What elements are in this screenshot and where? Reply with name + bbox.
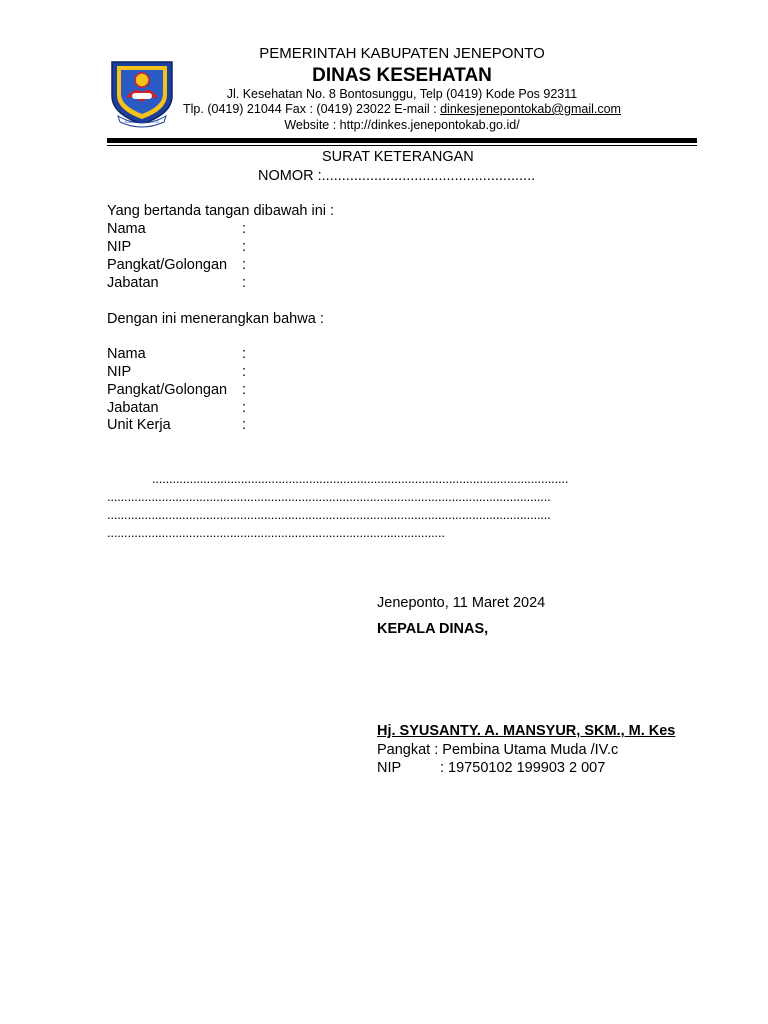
colon: : (242, 382, 247, 398)
colon: : (242, 275, 247, 291)
subject-name-label: Nama (107, 346, 146, 362)
place-date: Jeneponto, 11 Maret 2024 (377, 595, 546, 611)
colon: : (242, 364, 247, 380)
signer-position-label: Jabatan (107, 275, 159, 291)
contact-prefix: Tlp. (0419) 21044 Fax : (0419) 23022 E-mail : (183, 102, 441, 116)
colon: : (242, 257, 247, 273)
address-line: Jl. Kesehatan No. 8 Bontosunggu, Telp (0419) Kode Pos 92311 (226, 87, 578, 101)
colon: : (242, 400, 247, 416)
body-dots-line-3: .................................................................................................................................. (107, 507, 551, 522)
colon: : (242, 417, 247, 433)
signer-nip-label: NIP (107, 239, 132, 255)
letterhead-rule-thick (107, 138, 697, 143)
contact-line (132, 102, 672, 116)
signer-intro: Yang bertanda tangan dibawah ini : (107, 203, 335, 219)
colon: : (242, 221, 247, 237)
government-name: PEMERINTAH KABUPATEN JENEPONTO (259, 45, 545, 62)
signer-name: Hj. SYUSANTY. A. MANSYUR, SKM., M. Kes (377, 723, 676, 739)
agency-name: DINAS KESEHATAN (312, 65, 492, 86)
signer-name-label: Nama (107, 221, 146, 237)
body-dots-line-4: ................................................................................................... (107, 525, 445, 540)
subject-intro: Dengan ini menerangkan bahwa : (107, 311, 324, 327)
signer-position: KEPALA DINAS, (377, 621, 489, 637)
colon: : (242, 346, 247, 362)
subject-rank-label: Pangkat/Golongan (107, 382, 228, 398)
logo-ribbon-text: KAB. JENEPONTO (124, 119, 160, 124)
email-link[interactable]: dinkesjenepontokab@gmail.com (440, 102, 621, 116)
document-title: SURAT KETERANGAN (322, 149, 474, 165)
body-dots-line-2: .................................................................................................................................. (107, 489, 551, 504)
body-dots-line-1: .......................................................................................................................... (152, 471, 569, 486)
signer-nip-value: : 19750102 199903 2 007 (440, 760, 606, 776)
website-line: Website : http://dinkes.jenepontokab.go.id/ (284, 118, 520, 132)
subject-nip-label: NIP (107, 364, 132, 380)
letterhead-rule-thin (107, 145, 697, 146)
signer-rank-label: Pangkat/Golongan (107, 257, 228, 273)
colon: : (242, 239, 247, 255)
signer-nip-label-bottom: NIP (377, 760, 402, 776)
signer-rank: Pangkat : Pembina Utama Muda /IV.c (377, 742, 619, 758)
document-number: NOMOR :..................................................... (258, 168, 536, 184)
subject-position-label: Jabatan (107, 400, 159, 416)
subject-unit-label: Unit Kerja (107, 417, 171, 433)
